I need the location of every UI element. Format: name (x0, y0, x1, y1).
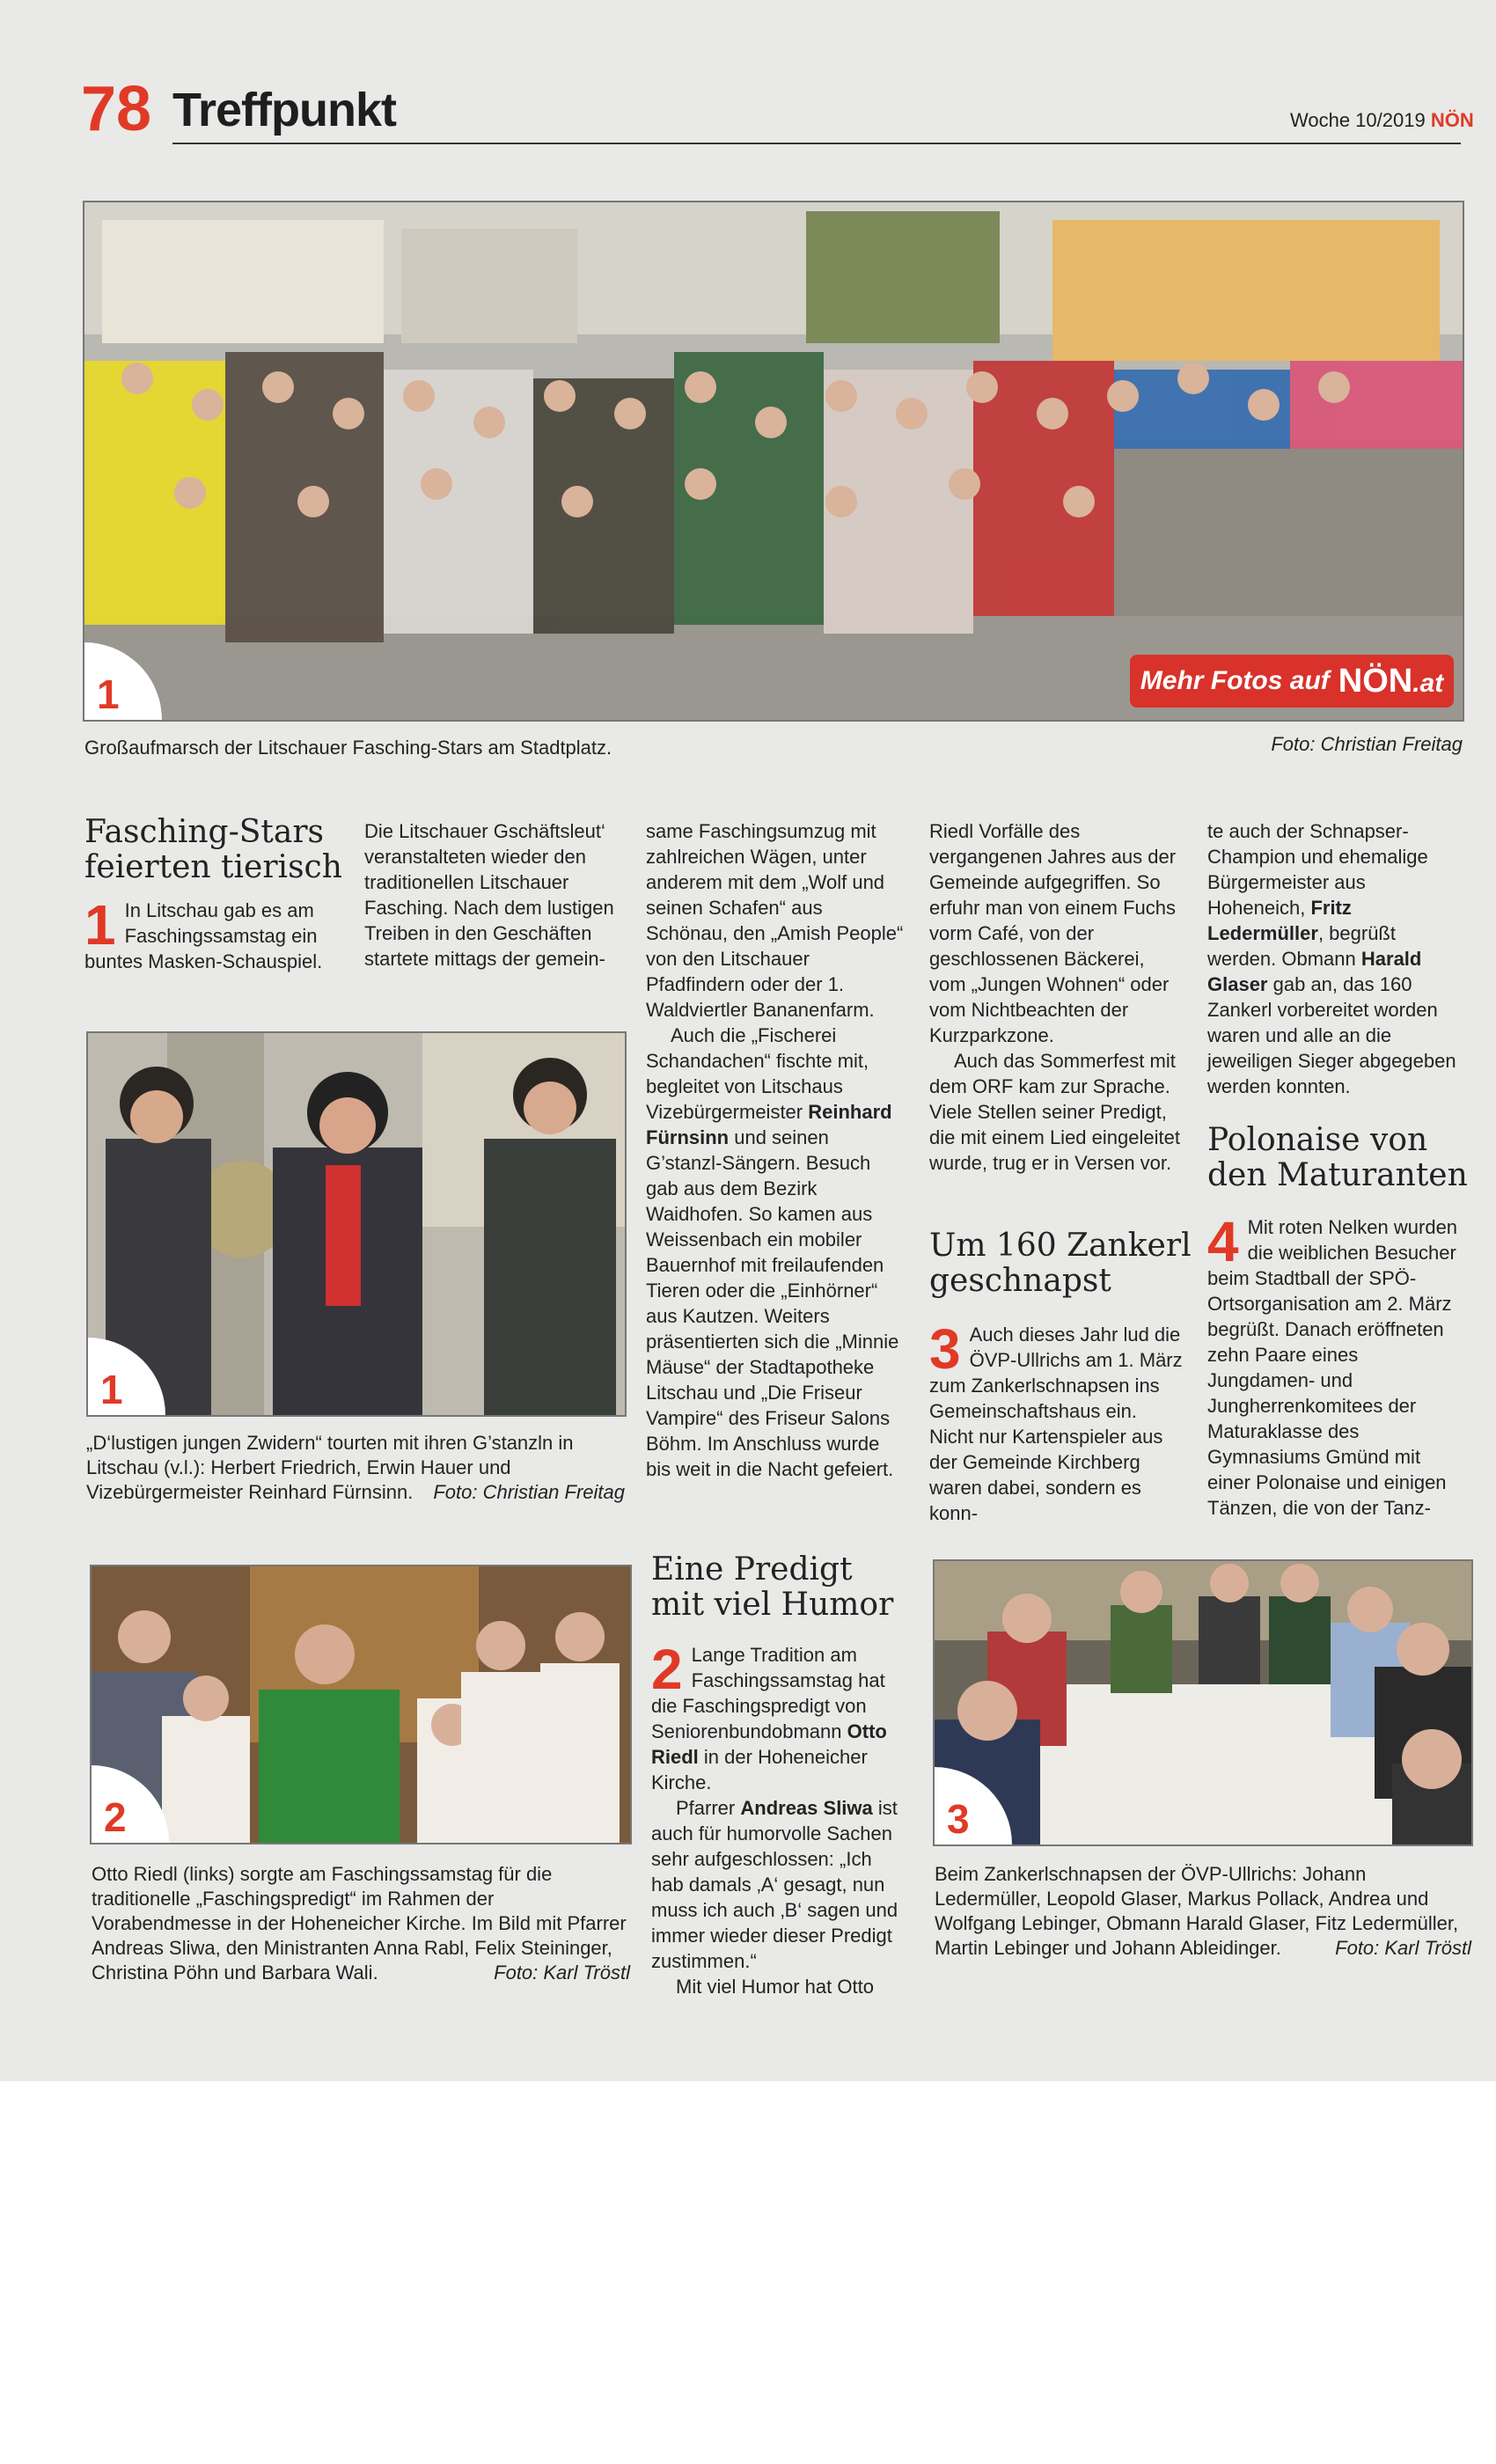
lead-number: 4 (1207, 1210, 1239, 1273)
church-photo-image (92, 1566, 630, 1843)
page-number: 78 (81, 74, 152, 144)
article4-headline: Polonaise von den Maturanten (1207, 1122, 1468, 1193)
group-photo-image (84, 202, 1463, 720)
lead-number: 1 (84, 893, 116, 957)
article3-lead (929, 1317, 1184, 1526)
photo-number-badge: 1 (84, 642, 162, 720)
caption-text: Otto Riedl (links) sorgte am Faschingssamstag für die traditionelle „Faschingspredigt“ im Rahmen der Vorabendmesse in der Hoheneicher Kirche. Im Bild mit Pfarrer Andreas Sliwa, den Ministranten Anna Rabl, Felix Steininger, Christina Pöhn und Barbara Wali. (92, 1863, 627, 1984)
section-title: Treffpunkt (172, 84, 396, 136)
photo-number-badge: 2 (92, 1765, 169, 1843)
article4-lead (1207, 1210, 1463, 1521)
card-players-photo-image (935, 1561, 1471, 1844)
article1-col3 (646, 818, 906, 1482)
article5-headline: Eine Predigt mit viel Humor (651, 1551, 894, 1623)
issue-week: Woche 10/2019 (1290, 109, 1426, 131)
trio-photo-image (88, 1033, 625, 1415)
photo-number-badge: 1 (88, 1338, 165, 1415)
photo1-credit: Foto: Christian Freitag (1271, 733, 1463, 755)
article1-headline: Fasching-Stars feierten tierisch (84, 814, 342, 885)
promo-text: Mehr Fotos auf (1140, 666, 1330, 695)
article1-col2: Die Litschauer Gschäftsleut‘ veranstalteten wieder den traditionellen Litschauer Fasching. Nach dem lustigen Treiben in den Geschäften startete mittags der gemein- (364, 820, 614, 970)
article5-paragraph3: Mit viel Humor hat Otto (676, 1976, 874, 1998)
promo-suffix: .at (1412, 668, 1444, 698)
caption-credit: Foto: Christian Freitag (433, 1481, 625, 1503)
lead-text: In Litschau gab es am Faschingssamstag ein buntes Masken-Schauspiel. (84, 899, 323, 972)
promo-brand: NÖN (1338, 662, 1413, 700)
caption-credit: Foto: Karl Tröstl (1335, 1937, 1471, 1959)
col4-paragraph2: Auch das Sommerfest mit dem ORF kam zur Sprache. Viele Stellen seiner Predigt, die mit einem Lied eingeleitet wurde, trug er in Versen vor. (929, 1050, 1180, 1174)
brand-logo: NÖN (1430, 109, 1474, 131)
issue-info (1290, 109, 1474, 132)
header-rule (172, 143, 1461, 144)
lead-number: 2 (651, 1638, 683, 1701)
lead-number: 3 (929, 1317, 961, 1381)
photo4-caption (935, 1862, 1471, 1961)
more-photos-link[interactable] (1130, 655, 1454, 708)
article3-col5: te auch der Schnapser-Champion und ehemalige Bürgermeister aus Hoheneich, Fritz Ledermüller, begrüßt werden. Obmann Harald Glaser gab an, das 160 Zankerl vorbereitet worden waren und alle an die jeweiligen Sieger abgegeben werden konnten. (1207, 820, 1456, 1097)
trio-photo (86, 1031, 627, 1417)
article1-lead (84, 893, 336, 974)
lead-text: Auch dieses Jahr lud die ÖVP-Ullrichs am 1. März zum Zankerlschnapsen ins Gemeinschaftshaus ein. Nicht nur Kartenspieler aus der Gemeinde Kirchberg waren dabei, sondern es konn- (929, 1324, 1183, 1524)
card-players-photo (933, 1559, 1473, 1846)
photo1-caption: Großaufmarsch der Litschauer Fasching-Stars am Stadtplatz. (84, 737, 612, 759)
article2-col4 (929, 818, 1184, 1176)
article5-body: 2 Lange Tradition am Faschingssamstag hat die Faschingspredigt von Seniorenbundobmann Otto Riedl in der Hoheneicher Kirche. Pfarrer Andreas Sliwa ist auch für humorvolle Sachen sehr aufgeschlossen: „Ich hab damals ‚A‘ gesagt, nun muss ich auch ‚B‘ sagen und immer wieder dieser Predigt zustimmen.“ Mit viel Humor hat Otto (651, 1642, 908, 1999)
caption-text: Beim Zankerlschnapsen der ÖVP-Ullrichs: Johann Ledermüller, Leopold Glaser, Markus Pollack, Andrea und Wolfgang Lebinger, Obmann Harald Glaser, Fitz Ledermüller, Martin Lebinger und Johann Ableidinger. (935, 1863, 1459, 1959)
lead-text: Mit roten Nelken wurden die weiblichen Besucher beim Stadtball der SPÖ-Ortsorganisation am 2. März begrüßt. Danach eröffneten zehn Paare eines Jungdamen- und Jungherrenkomitees der Maturaklasse des Gymnasiums Gmünd mit einer Polonaise und einigen Tänzen, die von der Tanz- (1207, 1216, 1458, 1519)
col3-paragraph2: Auch die „Fischerei Schandachen“ fischte mit, begleitet von Litschaus Vizebürgermeister Reinhard Fürnsinn und seinen G’stanzl-Sängern. Besuch gab aus dem Bezirk Waidhofen. So kamen aus Weissenbach ein mobiler Bauernhof mit freilaufenden Tieren oder die „Einhörner“ aus Kautzen. Weiters präsentierten sich die „Minnie Mäuse“ der Stadtapotheke Litschau und „Die Friseur Vampire“ des Friseur Salons Böhm. Im Anschluss wurde bis weit in die Nacht gefeiert. (646, 1024, 899, 1480)
church-photo (90, 1565, 632, 1844)
photo2-caption (86, 1431, 625, 1505)
col3-paragraph: same Faschingsumzug mit zahlreichen Wägen, unter anderem mit dem „Wolf und seinen Schafen“ aus Schönau, den „Amish People“ von den Litschauer Pfadfindern oder der 1. Waldviertler Bananenfarm. (646, 820, 904, 1021)
article3-headline: Um 160 Zankerl geschnapst (929, 1228, 1192, 1299)
photo3-caption (92, 1862, 630, 1985)
col4-paragraph: Riedl Vorfälle des vergangenen Jahres aus der Gemeinde aufgegriffen. So erfuhr man von einem Fuchs vorm Café, von der geschlossenen Bäckerei, vom „Jungen Wohnen“ oder vom Nichtbeachten der Kurzparkzone. (929, 820, 1177, 1046)
photo-number-badge: 3 (935, 1767, 1012, 1844)
main-group-photo (83, 201, 1464, 722)
caption-text: „D‘lustigen jungen Zwidern“ tourten mit ihren G’stanzln in Litschau (v.l.): Herbert Friedrich, Erwin Hauer und Vizebürgermeister Reinhard Fürnsinn. (86, 1432, 574, 1503)
caption-credit: Foto: Karl Tröstl (494, 1962, 630, 1984)
